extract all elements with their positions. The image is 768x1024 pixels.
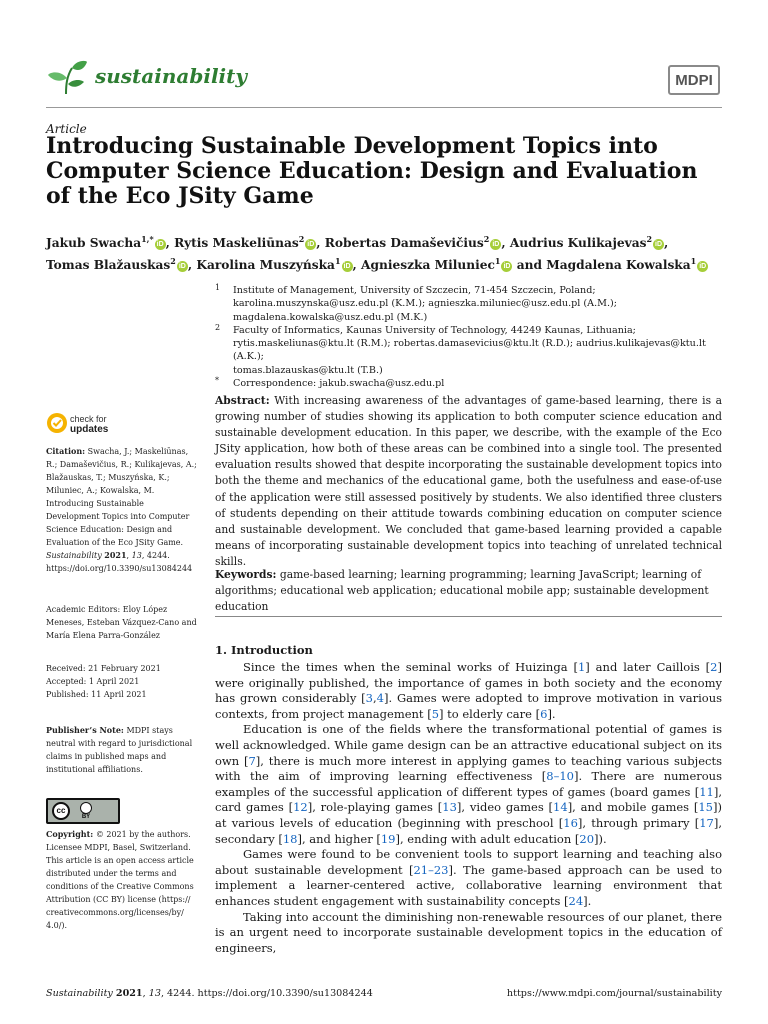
citation-link[interactable]: 8–10	[546, 769, 574, 784]
paragraph-text: ] to elderly care [	[439, 706, 541, 721]
citation-link[interactable]: 6	[540, 706, 548, 721]
paragraph-text: ], and mobile games [	[567, 800, 699, 815]
journal-logo-icon	[46, 58, 88, 96]
accepted-date: Accepted: 1 April 2021	[46, 677, 140, 686]
citation-link[interactable]: 24	[568, 893, 584, 908]
paragraph-text: ], video games [	[456, 800, 554, 815]
paragraph-text: ] and later Caillois [	[585, 660, 711, 674]
abstract	[215, 393, 722, 570]
keywords-label: Keywords:	[215, 568, 277, 581]
citation-journal: Sustainability	[46, 551, 102, 560]
citation-link[interactable]: 17	[699, 815, 714, 830]
abstract-label: Abstract:	[215, 394, 270, 407]
author-affiliation-mark: 1,*	[141, 234, 154, 244]
paragraph-text: ]).	[594, 831, 607, 846]
academic-editors: Academic Editors: Eloy López Meneses, Esteban Vázquez-Cano and María Elena Parra-González	[46, 605, 197, 640]
footer-journal-url[interactable]: https://www.mdpi.com/journal/sustainability	[506, 988, 722, 999]
orcid-icon[interactable]: iD	[156, 241, 164, 249]
orcid-icon[interactable]: iD	[492, 241, 500, 249]
check-line2: updates	[70, 424, 109, 435]
paragraph-text: Games were found to be convenient tools to support learning and teaching also about sustainable development [	[215, 847, 722, 877]
paragraph-text: Education is one of the fields where the transformational potential of games is well acknowledged. While game design can be an attractive educational subject on its own [	[215, 722, 722, 768]
paragraph-text: ]) at various levels of education (beginning with preschool [	[215, 800, 722, 830]
paragraph-text: ], ending with adult education [	[395, 831, 580, 846]
keywords	[215, 567, 722, 615]
author-name: Audrius Kulikajevas	[509, 236, 647, 251]
received-date: Received: 21 February 2021	[46, 664, 161, 673]
footer-year: 2021	[115, 988, 143, 999]
citation-volume: 13	[131, 551, 142, 560]
affiliation-line: Institute of Management, University of Szczecin, 71-454 Szczecin, Poland;	[233, 285, 596, 296]
paragraph-text: Since the times when the seminal works of Huizinga [	[243, 660, 578, 674]
citation-link[interactable]: 4	[376, 691, 384, 706]
published-date: Published: 11 April 2021	[46, 690, 147, 699]
affiliation-line: Correspondence: jakub.swacha@usz.edu.pl	[233, 378, 445, 390]
author-name: Rytis Maskeliūnas	[174, 236, 299, 251]
affiliation-line: Faculty of Informatics, Kaunas University of Technology, 44249 Kaunas, Lithuania;	[233, 324, 636, 336]
orcid-icon[interactable]: iD	[178, 263, 186, 271]
citation-link[interactable]: 11	[699, 784, 714, 799]
publisher-note	[46, 724, 198, 776]
citation-link[interactable]: 21–23	[413, 862, 449, 877]
paragraph-text: ], role-playing games [	[307, 800, 443, 815]
body-paragraph	[215, 722, 722, 847]
author-name: Karolina Muszyńska	[196, 258, 335, 273]
check-for-updates[interactable]	[70, 414, 108, 435]
paragraph-text: ,	[372, 691, 377, 706]
affiliations	[215, 284, 725, 390]
cc-by-label: BY	[81, 814, 91, 820]
author-and: and	[516, 258, 543, 273]
citation-block: Citation: Swacha, J.; Maskeliūnas, R.; Damaševičius, R.; Kulikajevas, A.; Blažauskas, T.; Muszyńska, K.; Miluniec, A.; Kowalska, M. Introducing Sustainable Development Topics into Computer Science Education: Design and Evaluation of the Eco JSity Game. Sustainability 2021, 13, 4244. https://doi.org/10.3390/su13084244	[46, 446, 197, 573]
citation-link[interactable]: 5	[431, 706, 440, 721]
dates	[46, 662, 198, 701]
article-title: Introducing Sustainable Development Topics into Computer Science Education: Design and Evaluation of the Eco JSity Game	[46, 133, 698, 209]
citation-doi[interactable]: , 4244. https://doi.org/10.3390/su13084244	[46, 551, 193, 573]
footer-citation: Sustainability 2021, 13, 4244. https://doi.org/10.3390/su13084244	[46, 988, 373, 999]
author-list: Jakub Swacha$^{1,*}$iD , Rytis Maskeliūnas$^2$iD , Robertas Damaševičius$^2$iD , Audrius Kulikajevas$^2$iD , Tomas Blažauskas$^2$iD , Karolina Muszyńska$^1$iD , Agnieszka Miluniec$^1$iD and Magdalena Kowalska$^1$iD	[46, 234, 707, 273]
paragraph-text: ], through primary [	[577, 815, 700, 830]
citation-link[interactable]: 15	[698, 800, 713, 815]
section-heading: 1. Introduction	[215, 643, 313, 657]
body-paragraph	[215, 910, 722, 957]
citation-link[interactable]: 14	[553, 800, 568, 815]
citation-link[interactable]: 20	[579, 831, 595, 846]
citation-link[interactable]: 13	[442, 800, 457, 815]
keywords-divider	[215, 616, 722, 617]
paragraph-text: ]. There are numerous examples of the successful application of different types of games (board games [	[215, 769, 722, 799]
orcid-icon[interactable]: iD	[655, 241, 663, 249]
affiliation-line: magdalena.kowalska@usz.edu.pl (M.K.)	[233, 311, 428, 323]
footer-volume: 13	[148, 988, 161, 999]
orcid-icon[interactable]: iD	[343, 263, 351, 271]
citation-year: 2021	[104, 550, 127, 560]
author-name: Tomas Blažauskas	[46, 258, 171, 273]
citation-link[interactable]: 7	[248, 753, 256, 768]
orcid-icon[interactable]: iD	[699, 263, 707, 271]
affiliation-item	[215, 284, 725, 324]
citation-link[interactable]: 3	[365, 691, 373, 706]
affiliation-line: rytis.maskeliunas@ktu.lt (R.M.); robertas.damasevicius@ktu.lt (R.D.); audrius.kulikajevas@ktu.lt (A.K.);	[233, 338, 706, 363]
author-affiliation-mark: 2	[298, 234, 305, 244]
copyright-label: Copyright:	[46, 829, 94, 839]
body-paragraph	[215, 847, 722, 909]
orcid-icon[interactable]: iD	[503, 263, 511, 271]
affiliation-mark: 2	[215, 322, 221, 332]
publisher-note-text: MDPI stays neutral with regard to jurisdictional claims in published maps and institutional affiliations.	[46, 726, 193, 774]
citation-text: Swacha, J.; Maskeliūnas, R.; Damaševičius, R.; Kulikajevas, A.; Blažauskas, T.; Muszyńska, K.; Miluniec, A.; Kowalska, M. Introducing Sustainable Development Topics into Computer Science Education: Design and Evaluation of the Eco JSity Game.	[46, 447, 197, 547]
author-name: Magdalena Kowalska	[546, 258, 691, 273]
author-affiliation-mark: 2	[483, 234, 490, 244]
paragraph-text: ] were originally published, the importance of games in both society and the economy has grown considerably [	[215, 660, 722, 706]
citation-link[interactable]: 2	[710, 660, 718, 674]
citation-link[interactable]: 16	[563, 815, 578, 830]
check-line1: check for	[70, 414, 107, 424]
cc-by-badge[interactable]	[46, 798, 120, 824]
author-affiliation-mark: 1	[690, 256, 697, 267]
paragraph-text: ].	[547, 706, 556, 721]
author-affiliation-mark: 2	[170, 256, 176, 267]
affiliation-mark: *	[215, 376, 219, 386]
author-affiliation-mark: 1	[334, 256, 341, 267]
body-paragraph	[215, 660, 722, 722]
publisher-note-label: Publisher’s Note:	[46, 725, 124, 735]
citation-link[interactable]: 1	[577, 660, 586, 674]
paragraph-text: ], card games [	[215, 784, 722, 815]
cc-icon: cc	[52, 802, 70, 820]
abstract-text: With increasing awareness of the advantages of game-based learning, there is a growing number of studies showing its application to both computer science education and sustainable development education. In this paper, we describe, with the example of the Eco JSity application, how both of these areas can be combined into a single tool. The presented evaluation results showed that despite incorporating the sustainable development topics into both the theme and mechanics of the educational game, both the usefulness and ease-of-use of the application were still assessed positively by students. We also identified three clusters of students depending on their attitude towards combining education on computer science and sustainable development. We concluded that game-based learning provided a capable means of incorporating sustainable development topics into teaching of unrelated technical skills.	[215, 394, 722, 568]
author-affiliation-mark: 1	[494, 256, 501, 267]
attribution-icon	[80, 802, 92, 814]
check-for-updates-icon[interactable]	[46, 412, 68, 434]
orcid-icon[interactable]: iD	[307, 241, 315, 249]
paragraph-text: ], and higher [	[297, 831, 381, 846]
affiliation-item	[215, 324, 725, 377]
paragraph-text: ]. Games were adopted to improve motivation in various contexts, from project management [	[215, 691, 723, 721]
mdpi-logo[interactable]: MDPI	[668, 65, 720, 95]
paragraph-text: ], secondary [	[215, 815, 722, 846]
citation-link[interactable]: 19	[380, 831, 396, 846]
author-name: Jakub Swacha	[46, 236, 142, 251]
intro-body	[215, 660, 722, 956]
copyright-text: © 2021 by the authors. Licensee MDPI, Basel, Switzerland. This article is an open access article distributed under the terms and conditions of the Creative Commons Attribution (CC BY) license (https:// creativecommons.org/licenses/by/ 4.0/).	[46, 830, 194, 930]
article-type: Article	[46, 122, 87, 136]
copyright	[46, 828, 198, 932]
journal-name[interactable]: sustainability	[95, 64, 247, 88]
citation-link[interactable]: 18	[282, 831, 298, 846]
citation-label: Citation:	[46, 446, 86, 456]
paragraph-text: ], there is much more interest in applying games to teaching various subjects with the aim of improving learning effectiveness [	[215, 753, 722, 784]
footer-doi[interactable]: , 4244. https://doi.org/10.3390/su13084244	[160, 988, 373, 999]
paragraph-text: ]. The game-based approach can be used to implement a learner-centered active, collaborative learning environment that enhances student engagement with sustainability concepts [	[215, 862, 722, 908]
author-name: Agnieszka Miluniec	[361, 258, 495, 273]
paragraph-text: ].	[583, 893, 592, 908]
affiliation-line: karolina.muszynska@usz.edu.pl (K.M.); agnieszka.miluniec@usz.edu.pl (A.M.);	[233, 298, 617, 310]
citation-link[interactable]: 12	[293, 800, 308, 815]
affiliation-mark: 1	[215, 283, 221, 292]
footer-journal: Sustainability	[46, 988, 113, 999]
affiliation-item	[215, 377, 725, 390]
author-name: Robertas Damaševičius	[324, 236, 484, 251]
author-affiliation-mark: 2	[646, 234, 653, 244]
keywords-text: game-based learning; learning programming; learning JavaScript; learning of algorithms; educational web application; educational mobile app; sustainable development education	[215, 568, 709, 614]
paragraph-text: Taking into account the diminishing non-renewable resources of our planet, there is an urgent need to incorporate sustainable development topics in the education of engineers,	[215, 909, 722, 955]
affiliation-line: tomas.blazauskas@ktu.lt (T.B.)	[233, 364, 383, 376]
header-divider	[46, 107, 722, 108]
